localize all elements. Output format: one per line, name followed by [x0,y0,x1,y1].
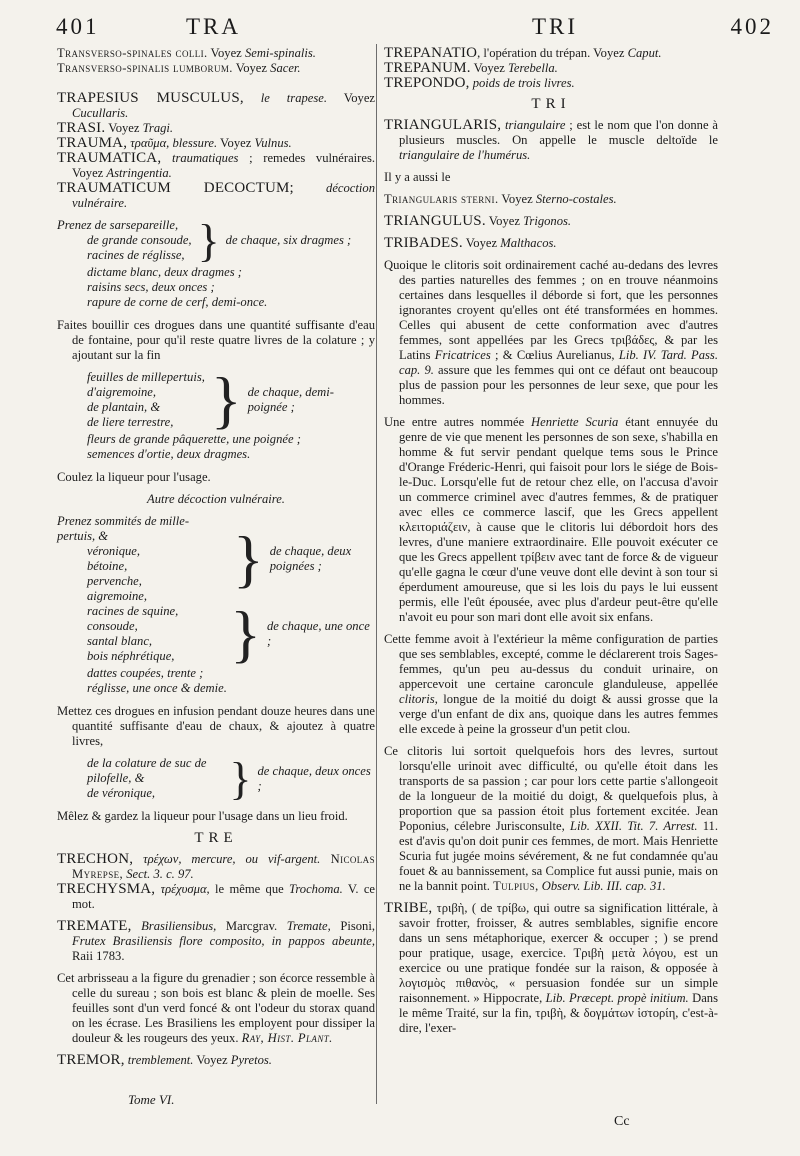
entry-trechysma [57,882,375,912]
entry-text: le même que [209,882,290,896]
paragraph-text: Cet arbrisseau a la figure du grenadier ; son écorce ressemble à celle du sureau ; son bois est blanc & plein de moelle. Ses feuilles sont d'un verd foncé & ont l'odeur du storax quand on les écrase. Les Brasiliens les employent pour dissiper la douleur & les rougeurs des yeux. [57,971,375,1045]
entry-trepanum [384,61,718,76]
recipe-dose: de chaque, six dragmes ; [225,233,352,247]
entry-headword: Triangularis sterni. [384,192,499,206]
paragraph-tribades-4 [384,744,718,894]
recipe-line: Prenez de sarsepareille, [57,218,179,232]
entry-gloss: Tremate, [286,919,331,933]
entry-headword: TRIBE, [384,900,433,916]
entry-headword: TRIBADES. [384,235,463,251]
running-head-left: TRA [186,14,241,39]
brace-icon: } [233,523,264,594]
paragraph-italic: Fricatrices [434,348,491,362]
entry-greek: τρέχυσμα, [155,882,210,896]
entry-text: ; remedes vulnéraires. Voyez [72,151,375,180]
paragraph-text: assure que les femmes qui ont ce défaut ont beaucoup plus de passion pour les personnes de leur sexe, que pour les hommes. [399,363,718,407]
entry-ref: Lib. Præcept. propè initium. [545,991,689,1005]
entry-headword: TRASI. [57,120,106,136]
entry-crossref: Trochoma. [289,882,343,896]
entry-gloss: triangulaire [501,118,566,132]
paragraph-italic: clitoris [399,692,435,706]
entry-text: Marcgrav. [216,919,287,933]
recipe-block-2 [57,364,375,435]
entry-tremor [57,1053,375,1068]
recipe-line: feuilles de millepertuis, [87,370,205,384]
page-number-right: 402 [730,14,774,39]
entry-transverso-spinales [57,46,375,61]
entry-triangularis [384,118,718,163]
signature-mark: Cc [614,1114,630,1129]
entry-gloss: le trapese. [243,91,328,105]
recipe-line: fleurs de grande pâquerette, une poignée ; [87,432,301,446]
recipe-line: dattes coupées, trente ; [87,666,204,680]
recipe-line: racines de réglisse, [87,248,185,262]
recipe-dose: de chaque, une once ; [266,619,370,648]
recipe-dose: de chaque, demi-poignée ; [247,385,334,414]
entry-traumaticum [57,181,375,211]
entry-trepondo [384,76,718,91]
entry-author: Tulpius, [493,879,539,893]
entry-gloss: tremblement. [124,1053,194,1067]
entry-text: Pisoni, [330,919,376,933]
paragraph-tremate [57,971,375,1046]
page-number-left: 401 [56,14,100,39]
entry-ref: Ray, Hist. Plant. [241,1031,333,1045]
entry-headword: Transverso-spinales colli. [57,46,208,60]
entry-headword: TREPANATIO [384,45,478,61]
paragraph-tribades-3 [384,632,718,737]
entry-text: Voyez [217,136,255,150]
recipe-block-1 [57,214,375,266]
entry-headword: TRAPESIUS MUSCULUS, [57,90,244,106]
paragraph: Faites bouillir ces drogues dans une quantité suffisante d'eau de fontaine, pour qu'il reste quatre livres de la colature ; y ajoutant sur la fin [57,318,375,362]
entry-text: V. ce mot. [72,882,375,911]
recipe-line: de véronique, [87,786,156,800]
paragraph-text: Cette femme avoit à l'extérieur la même configuration de parties que ses semblables, excepté, comme le déclarerent trois Sages-femmes, qu'un peu au-dessus du conduit urinaire, on appercevoit une certaine caroncule glanduleuse, appellée [384,632,718,691]
section-heading: TRE [194,830,238,846]
paragraph-text: Dans le même Traité, sur la fin, τριβὴ, & δογμάτων ἱστορίη, c'est-à-dire, l'exer- [399,991,718,1035]
paragraph: Mettez ces drogues en infusion pendant douze heures dans une quantité suffisante d'eau de chaux, & ajoutez à quatre livres, [57,704,375,748]
recipe-line: de liere terrestre, [87,415,174,429]
recipe-line: d'aigremoine, [87,385,157,399]
recipe-line: semences d'ortie, deux dragmes. [87,447,251,461]
recipe-line: aigremoine, [87,589,148,603]
entry-headword: TRIANGULUS. [384,213,486,229]
paragraph-text: , longue de la moitié du doigt & aussi grosse que la verge d'un enfant de dix ans, quoique dans les autres femmes elle excede à peine la grosseur d'un petit clou. [399,692,718,736]
entry-ref: Lib. XXII. Tit. 7. Arrest. [569,819,698,833]
entry-crossref: Sterno-costales. [535,192,617,206]
recipe-ingredients [57,370,205,430]
left-column [57,46,375,1068]
entry-text: Voyez [207,46,245,60]
entry-crossref: Semi-spinalis. [244,46,316,60]
recipe-ingredients [57,514,227,604]
recipe-line: de la colature de suc de [87,756,207,770]
brace-icon: } [210,364,242,435]
recipe-line: raisins secs, deux onces ; [87,280,215,294]
entry-crossref: Astringentia. [106,166,172,180]
recipe-ingredients [57,604,224,664]
paragraph-tribades-2 [384,415,718,625]
entry-text: Voyez [327,91,375,105]
entry-gloss: Frutex Brasiliensis flore composito, in pappos abeunte, [72,934,375,948]
entry-tribe [384,901,718,1036]
brace-icon: } [197,214,220,266]
entry-trasi [57,121,375,136]
entry-headword: TRECHYSMA, [57,881,156,897]
entry-text: ; est le nom que l'on donne à plusieurs muscles. On appelle le muscle deltoïde le [399,118,718,147]
paragraph-text: ; & Cœlius Aurelianus, [490,348,619,362]
paragraph-tribades-1 [384,258,718,408]
entry-headword: TRAUMATICUM DECOCTUM; [57,180,294,196]
entry-author: Nicolas Myrepse, [72,852,375,881]
entry-headword: TRAUMATICA, [57,150,162,166]
entry-text: Voyez [462,236,501,250]
recipe-block-5 [57,752,375,804]
entry-text: Voyez [193,1053,231,1067]
entry-triangulus [384,214,718,229]
recipe-line: racines de squine, [87,604,179,618]
entry-headword: TRECHON, [57,851,134,867]
paragraph-text: τριβὴ, ( de τρίβω, qui outre sa signification littérale, à savoir frotter, froisser, & autres semblables, signifie encore dans un sens métaphorique, exercer & occuper ; ) se prend pour pratique, usage, exercice. Τριβὴ μετὰ λόγου, est un exercice ou une pratique fondée sur la raison, & opposée à λογισμὸς πιθανὸς, « persuasion fondée sur un simple raisonnement. » Hippocrate, [399,901,718,1005]
entry-headword: TREMATE, [57,918,132,934]
column-divider [376,44,377,1104]
running-head [56,14,780,44]
paragraph-italic: Henriette Scuria [531,415,619,429]
recipe-line: de grande consoude, [87,233,192,247]
running-head-right: TRI [532,14,579,39]
recipe-line: rapure de corne de cerf, demi-once. [87,295,268,309]
entry-text: Voyez [470,61,509,75]
entry-trepanatio [384,46,718,61]
entry-crossref: Sacer. [270,61,301,75]
entry-crossref: Tragi. [142,121,174,135]
recipe-line: Prenez sommités de mille-pertuis, & [57,514,190,543]
recipe-line: véronique, [87,544,141,558]
section-heading: TRI [531,96,571,112]
entry-crossref: Pyretos. [230,1053,272,1067]
entry-tribades [384,236,718,251]
entry-crossref: Malthacos. [500,236,557,250]
entry-ref: Sect. 3. c. 97. [123,867,194,881]
entry-gloss: traumatiques [161,151,239,165]
entry-text: , l'opération du trépan. Voyez [477,46,628,60]
entry-crossref: triangulaire de l'humérus. [399,148,531,162]
entry-headword: TREPONDO, [384,75,470,91]
recipe-extra [57,666,375,696]
brace-icon: } [229,752,252,804]
recipe-line: réglisse, une once & demie. [87,681,227,695]
entry-headword: TRAUMA, [57,135,128,151]
recipe-dose: de chaque, deux onces ; [257,763,371,793]
entry-gloss: Brasiliensibus, [131,919,217,933]
entry-ref: Lib. IV. Tard. Pass. cap. 9. [399,348,718,377]
entry-crossref: Vulnus. [254,136,292,150]
recipe-line: de plantain, & [87,400,161,414]
entry-crossref: Cucullaris. [72,106,129,120]
entry-traumatica [57,151,375,181]
recipe-line: bois néphrétique, [87,649,175,663]
entry-headword: TREMOR, [57,1052,125,1068]
recipe-line: pilofelle, & [87,771,145,785]
recipe-line: santal blanc, [87,634,153,648]
subheading: Autre décoction vulnéraire. [147,492,285,506]
recipe-extra [57,265,375,310]
entry-crossref: Caput. [627,46,662,60]
volume-footer: Tome VI. [128,1092,175,1107]
recipe-line: consoude, [87,619,138,633]
paragraph-text: Quoique le clitoris soit ordinairement caché au-dedans des levres des parties naturelles des femmes ; on en trouve néanmoins certaines dans lesquelles il déborde si fort, que les personnes ignorantes croyent qu'elles ont été transformées en hommes. Celles qui abusent de cette conformation avec d'autres femmes, sont appellées par les Grecs τριβάδες, & par les Latins [384,258,718,362]
recipe-ingredients [57,756,223,801]
entry-gloss: τραῦμα, blessure. [127,136,218,150]
brace-icon: } [230,598,261,669]
recipe-block-3 [57,514,375,604]
paragraph-text: étant ennuyée du genre de vie que menent les personnes de son sexe, s'habilla en homme & fut servir pendant quelque tems sous le Prince d'Orange Fréderic-Henri, qui faisoit pour lors le siége de Bois-le-Duc. Lorsqu'elle fut de retour chez elle, on l'accusa d'avoir un commerce criminel avec d'autres femmes, & de pratiquer avec elles ce commerce lascif, que les Grecs appellent κλειτοριάζειν, à cause que le clitoris lui débordoit hors des levres, d'une maniere extraordinaire. Elle pouvoit exécuter ce que les Grecs appellent τρίβειν avec tant de force & de vigueur qu'elle gagna le cœur d'une veuve dont elle devint à son tour si éperdument amoureuse, que si les lois du pays le lui eussent permis, elle l'eût épousée, avec plus d'ardeur peut-être qu'elle n'avoit eu pour son mari dont elle avoit six enfans. [399,415,718,624]
paragraph: Mêlez & gardez la liqueur pour l'usage dans un lieu froid. [57,809,348,823]
entry-headword: Transverso-spinalis lumborum. [57,61,233,75]
entry-trauma [57,136,375,151]
entry-gloss: décoction vulnéraire. [72,181,375,210]
paragraph-text: Ce clitoris lui sortoit quelquefois hors des levres, surtout lorsqu'elle urinoit avec difficulté, ou qu'elle étoit dans les transports de sa passion ; car pour lors cette partie s'allongeoit de la longueur de la moitié du doigt, & quelquefois plus, à proportion que sa passion étoit plus fortement excitée. Jean Poponius, célebre Jurisconsulte, [384,744,718,833]
entry-text: Voyez [485,214,524,228]
entry-headword: TREPANUM. [384,60,471,76]
recipe-line: bétoine, [87,559,128,573]
paragraph-text: Une entre autres nommée [384,415,532,429]
recipe-line: pervenche, [87,574,142,588]
recipe-ingredients [57,218,192,263]
recipe-block-4 [57,598,375,669]
entry-text: Voyez [105,121,143,135]
entry-trapesius [57,91,375,121]
entry-crossref: Trigonos. [523,214,572,228]
entry-text: Raii 1783. [72,949,125,963]
recipe-extra [57,432,375,462]
entry-headword: TRIANGULARIS, [384,117,502,133]
entry-gloss: poids de trois livres. [469,76,575,90]
entry-tremate [57,919,375,964]
entry-text: Voyez [232,61,271,75]
entry-triangularis-sterni [384,192,718,207]
recipe-line: dictame blanc, deux dragmes ; [87,265,242,279]
entry-trechon [57,852,375,882]
entry-crossref: Terebella. [508,61,558,75]
entry-gloss: τρέχων, mercure, ou vif-argent. [133,852,321,866]
recipe-dose: de chaque, deux poignées ; [269,544,352,573]
entry-ref: Observ. Lib. III. cap. 31. [538,879,666,893]
entry-transverso-spinalis [57,61,375,76]
entry-text: Voyez [498,192,536,206]
paragraph: Il y a aussi le [384,170,451,184]
paragraph-text: 11. est d'avis qu'on doit punir ces femmes, de mort. Mais Henriette Scuria fut jugée moins sévérement, & ne fut condamnée qu'au fouet & au bannissement, sa Complice fut aussi punie, mais on ne la bannit point. [399,819,718,893]
right-column [384,46,718,1036]
paragraph: Coulez la liqueur pour l'usage. [57,470,211,484]
